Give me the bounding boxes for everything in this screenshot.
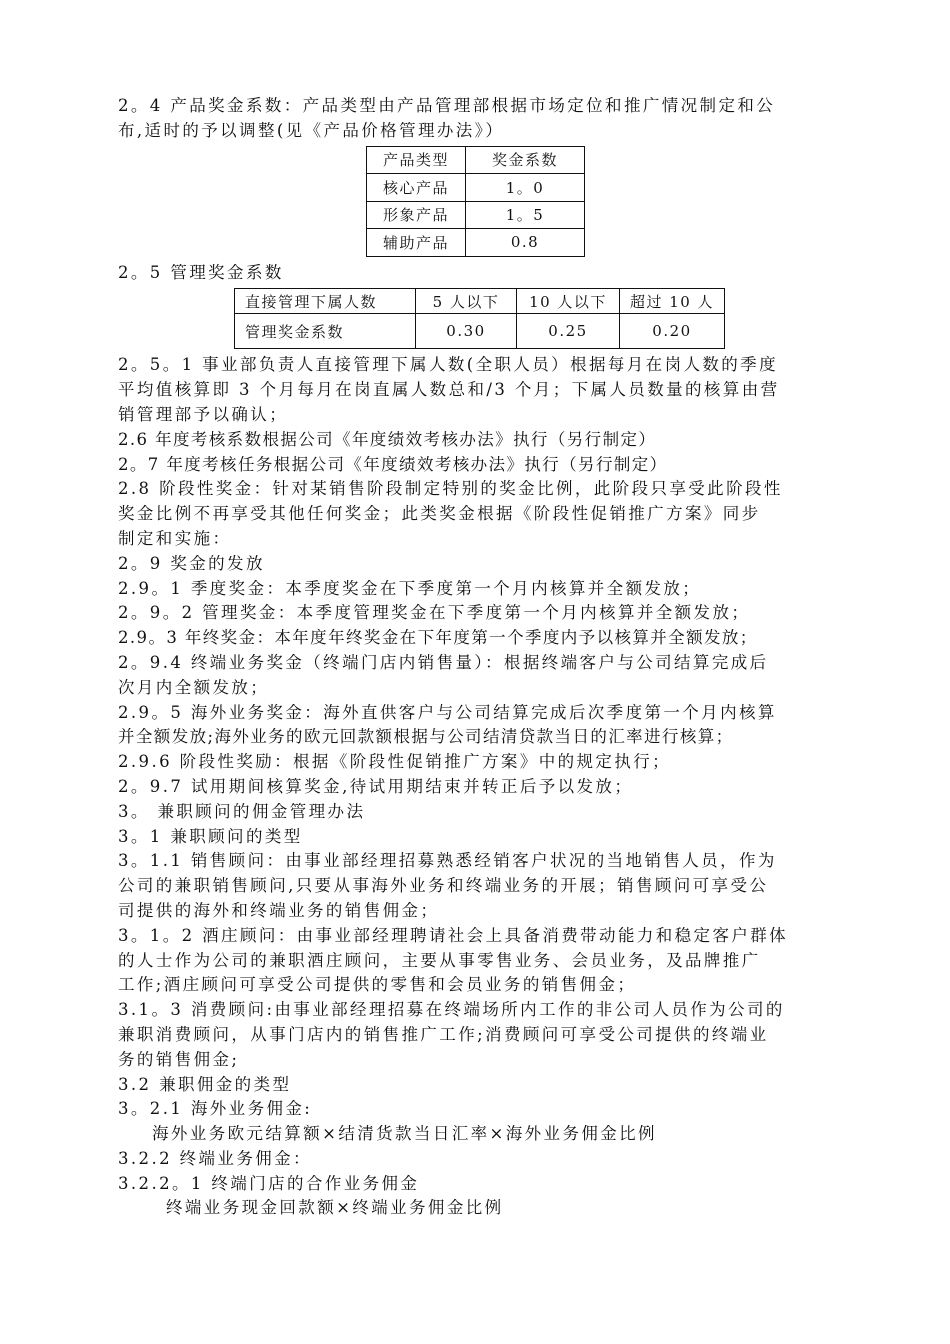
table-cell: 1。0 <box>466 174 585 202</box>
text-line: 务的销售佣金; <box>118 1049 240 1069</box>
table-header-row <box>235 289 725 314</box>
text-line: 公司的兼职销售顾问,只要从事海外业务和终端业务的开展；销售顾问可享受公 <box>118 876 769 896</box>
text-line: 2.6 年度考核系数根据公司《年度绩效考核办法》执行（另行制定） <box>118 429 657 449</box>
management-coefficient-table <box>234 288 725 349</box>
text-line: 布,适时的予以调整(见《产品价格管理办法》） <box>118 120 505 140</box>
document-page <box>118 94 830 1221</box>
table-header-cell: 直接管理下属人数 <box>235 289 416 314</box>
table-row <box>367 229 585 257</box>
table-row <box>235 314 725 349</box>
table-header-cell: 超过 10 人 <box>620 289 725 314</box>
text-line: 2.9.6 阶段性奖励：根据《阶段性促销推广方案》中的规定执行； <box>118 752 672 772</box>
table-cell: 核心产品 <box>367 174 466 202</box>
table-cell: 0.30 <box>416 314 517 349</box>
table-cell: 1。5 <box>466 201 585 229</box>
text-line: 制定和实施： <box>118 528 232 548</box>
table-cell: 形象产品 <box>367 201 466 229</box>
text-line: 2.9。5 海外业务奖金：海外直供客户与公司结算完成后次季度第一个月内核算 <box>118 702 777 722</box>
text-line: 3。2.1 海外业务佣金: <box>118 1099 313 1119</box>
table-header-cell: 产品类型 <box>367 146 466 174</box>
text-line: 2。9.7 试用期间核算奖金,待试用期结束并转正后予以发放； <box>118 776 634 796</box>
text-line: 3.2 兼职佣金的类型 <box>118 1074 292 1094</box>
text-line: 的人士作为公司的兼职酒庄顾问，主要从事零售业务、会员业务，及品牌推广 <box>118 950 761 970</box>
text-line: 2.8 阶段性奖金：针对某销售阶段制定特别的奖金比例，此阶段只享受此阶段性 <box>118 479 783 499</box>
text-line: 司提供的海外和终端业务的销售佣金； <box>118 900 440 920</box>
text-line: 2。9 奖金的发放 <box>118 553 265 573</box>
text-line: 3.1。3 消费顾问:由事业部经理招募在终端场所内工作的非公司人员作为公司的 <box>118 1000 785 1020</box>
text-line: 并全额发放;海外业务的欧元回款额根据与公司结清贷款当日的汇率进行核算； <box>118 727 734 747</box>
text-line: 次月内全额发放； <box>118 677 270 697</box>
text-line: 3.2.2。1 终端门店的合作业务佣金 <box>118 1173 420 1193</box>
text-line: 2。9。2 管理奖金：本季度管理奖金在下季度第一个月内核算并全额发放； <box>118 603 751 623</box>
table-cell: 0.25 <box>517 314 620 349</box>
formula-line: 海外业务欧元结算额×结清货款当日汇率×海外业务佣金比例 <box>152 1124 657 1144</box>
table-row <box>367 174 585 202</box>
text-line: 2.9。1 季度奖金：本季度奖金在下季度第一个月内核算并全额发放； <box>118 578 702 598</box>
table-header-cell: 奖金系数 <box>466 146 585 174</box>
text-line: 奖金比例不再享受其他任何奖金；此类奖金根据《阶段性促销推广方案》同步 <box>118 504 761 524</box>
text-line: 3。1.1 销售顾问：由事业部经理招募熟悉经销客户状况的当地销售人员，作为 <box>118 851 777 871</box>
formula-line: 终端业务现金回款额×终端业务佣金比例 <box>166 1198 504 1218</box>
text-line: 2。9.4 终端业务奖金（终端门店内销售量）：根据终端客户与公司结算完成后 <box>118 652 769 672</box>
table-row <box>367 201 585 229</box>
text-line: 3。1。2 酒庄顾问：由事业部经理聘请社会上具备消费带动能力和稳定客户群体 <box>118 925 789 945</box>
text-line: 销管理部予以确认； <box>118 404 289 424</box>
table-cell: 管理奖金系数 <box>235 314 416 349</box>
product-coefficient-table <box>366 146 585 257</box>
text-line: 兼职消费顾问，从事门店内的销售推广工作;消费顾问可享受公司提供的终端业 <box>118 1024 769 1044</box>
table-cell: 辅助产品 <box>367 229 466 257</box>
text-line: 2。5。1 事业部负责人直接管理下属人数(全职人员）根据每月在岗人数的季度 <box>118 355 778 375</box>
text-line: 2。4 产品奖金系数：产品类型由产品管理部根据市场定位和推广情况制定和公 <box>118 96 776 115</box>
table-header-row <box>367 146 585 174</box>
text-line: 2.9。3 年终奖金：本年度年终奖金在下年度第一个季度内予以核算并全额发放； <box>118 628 758 648</box>
table-header-cell: 10 人以下 <box>517 289 620 314</box>
text-line: 工作;酒庄顾问可享受公司提供的零售和会员业务的销售佣金； <box>118 975 637 995</box>
text-line: 3。 兼职顾问的佣金管理办法 <box>118 801 366 821</box>
text-line: 3。1 兼职顾问的类型 <box>118 826 303 846</box>
table-cell: 0.20 <box>620 314 725 349</box>
table-header-cell: 5 人以下 <box>416 289 517 314</box>
text-line: 3.2.2 终端业务佣金： <box>118 1148 312 1168</box>
text-line: 平均值核算即 3 个月每月在岗直属人数总和/3 个月；下属人员数量的核算由营 <box>118 380 780 400</box>
text-line: 2。7 年度考核任务根据公司《年度绩效考核办法》执行（另行制定） <box>118 454 668 474</box>
table-cell: 0.8 <box>466 229 585 257</box>
section-heading: 2。5 管理奖金系数 <box>118 262 284 282</box>
